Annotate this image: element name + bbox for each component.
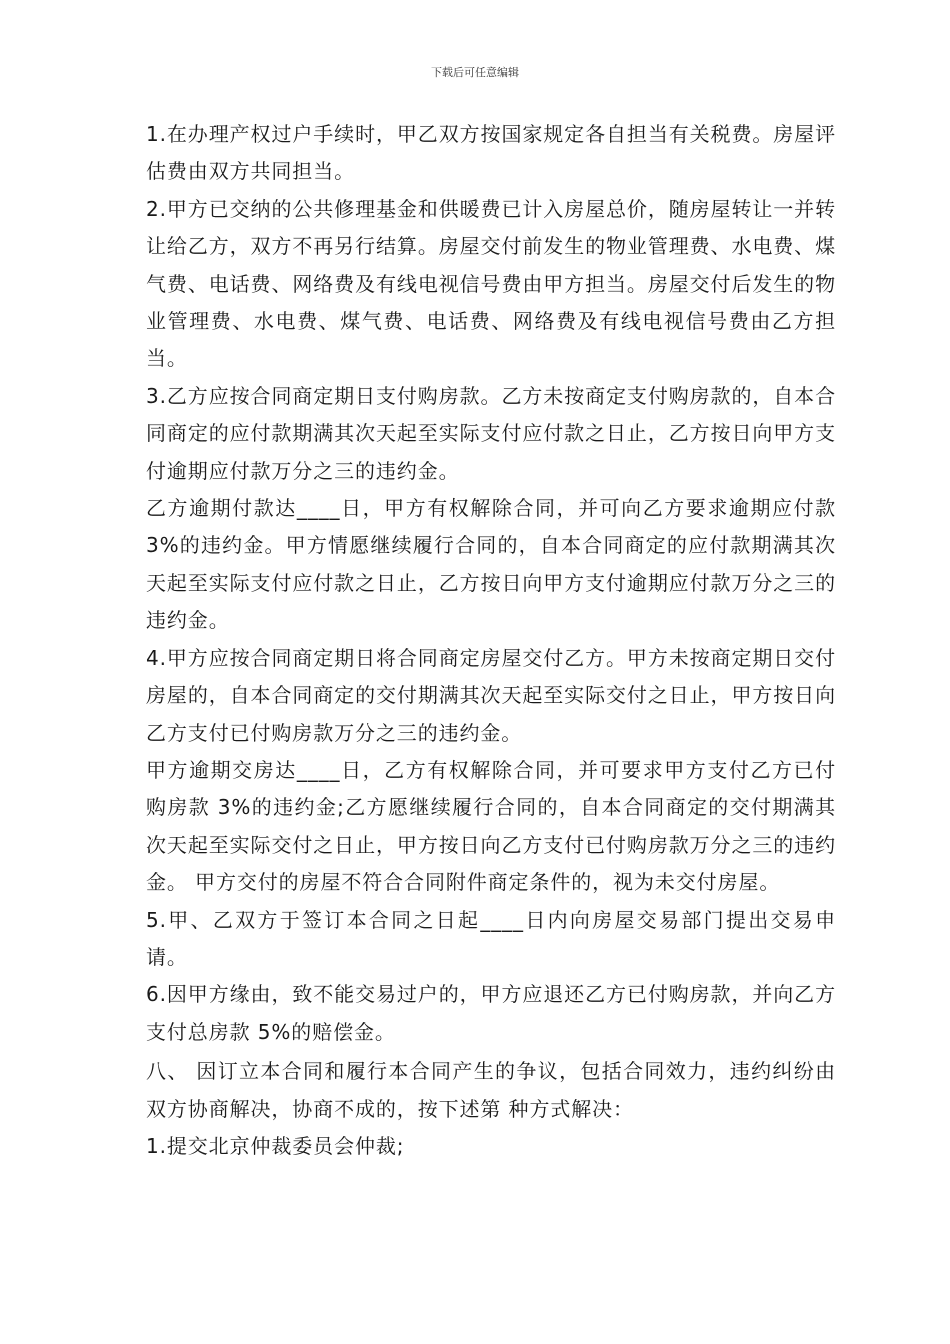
- clause-paragraph: 6.因甲方缘由，致不能交易过户的，甲方应退还乙方已付购房款，并向乙方支付总房款 5%的赔偿金。: [146, 982, 836, 1044]
- clause-paragraph: 甲方逾期交房达____日，乙方有权解除合同，并可要求甲方支付乙方已付购房款 3%的违约金;乙方愿继续履行合同的，自本合同商定的交付期满其次天起至实际交付之日止，甲方按日向乙方支付已付购房款万分之三的违约金。 甲方交付的房屋不符合合同附件商定条件的，视为未交付房屋。: [146, 757, 836, 895]
- clause-paragraph: 5.甲、乙双方于签订本合同之日起____日内向房屋交易部门提出交易申请。: [146, 907, 836, 969]
- clause-paragraph: 2.甲方已交纳的公共修理基金和供暖费已计入房屋总价，随房屋转让一并转让给乙方，双方不再另行结算。房屋交付前发生的物业管理费、水电费、煤气费、电话费、网络费及有线电视信号费由甲方担当。房屋交付后发生的物业管理费、水电费、煤气费、电话费、网络费及有线电视信号费由乙方担当。: [146, 196, 836, 371]
- clause-paragraph: 3.乙方应按合同商定期日支付购房款。乙方未按商定支付购房款的，自本合同商定的应付款期满其次天起至实际支付应付款之日止，乙方按日向甲方支付逾期应付款万分之三的违约金。: [146, 383, 836, 483]
- clause-paragraph: 1.在办理产权过户手续时，甲乙双方按国家规定各自担当有关税费。房屋评估费由双方共同担当。: [146, 122, 836, 184]
- clause-paragraph: 1.提交北京仲裁委员会仲裁;: [146, 1133, 405, 1158]
- page-header-note: 下载后可任意编辑: [431, 66, 519, 79]
- contract-body: [146, 116, 836, 1165]
- section-paragraph: 八、 因订立本合同和履行本合同产生的争议，包括合同效力，违约纠纷由双方协商解决，协商不成的，按下述第 种方式解决：: [146, 1059, 836, 1121]
- clause-paragraph: 乙方逾期付款达____日，甲方有权解除合同，并可向乙方要求逾期应付款 3%的违约金。甲方情愿继续履行合同的，自本合同商定的应付款期满其次天起至实际支付应付款之日止，乙方按日向甲方支付逾期应付款万分之三的违约金。: [146, 496, 836, 633]
- clause-paragraph: 4.甲方应按合同商定期日将合同商定房屋交付乙方。甲方未按商定期日交付房屋的，自本合同商定的交付期满其次天起至实际交付之日止，甲方按日向乙方支付已付购房款万分之三的违约金。: [146, 645, 836, 745]
